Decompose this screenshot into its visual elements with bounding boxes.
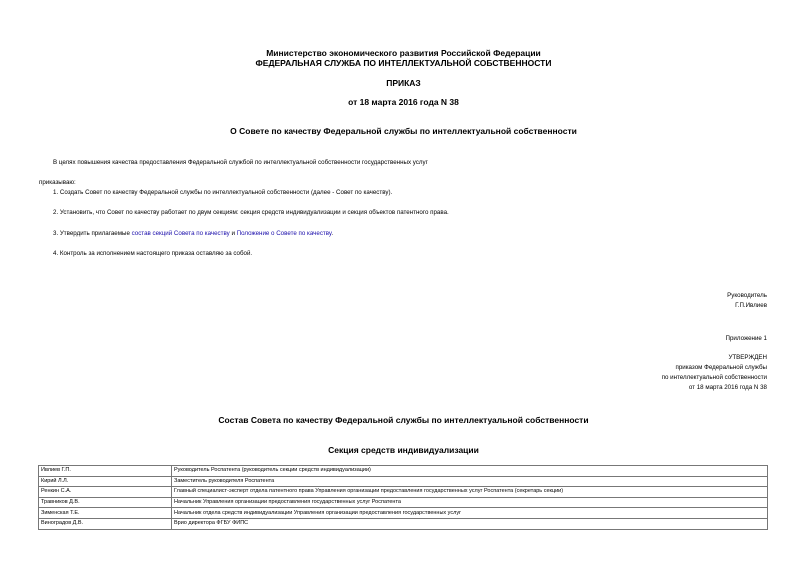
table-row <box>39 497 768 508</box>
section-title: Секция средств индивидуализации <box>328 445 479 455</box>
member-role: Начальник отдела средств индивидуализации Управления организации предоставления государственных услуг <box>172 508 768 519</box>
appendix-label: Приложение 1 <box>725 335 767 342</box>
member-name: Зименская Т.Е. <box>39 508 172 519</box>
order-item-2: 2. Установить, что Совет по качеству работает по двум секциям: секция средств индивидуализации и секция объектов патентного права. <box>53 209 449 216</box>
document-type: ПРИКАЗ <box>386 78 421 88</box>
member-role: Начальник Управления организации предоставления государственных услуг Роспатента <box>172 497 768 508</box>
member-name: Виноградов Д.В. <box>39 518 172 529</box>
order-item-3-prefix: 3. Утвердить прилагаемые <box>53 230 132 237</box>
composition-title: Состав Совета по качеству Федеральной службы по интеллектуальной собственности <box>218 415 589 425</box>
order-item-3 <box>53 230 333 237</box>
table-row <box>39 476 768 487</box>
member-role: Врио директора ФГБУ ФИПС <box>172 518 768 529</box>
order-item-1: 1. Создать Совет по качеству Федеральной службы по интеллектуальной собственности (далее - Совет по качеству). <box>53 189 393 196</box>
member-name: Кирий Л.Л. <box>39 476 172 487</box>
signature-position: Руководитель <box>727 292 767 299</box>
service-name: ФЕДЕРАЛЬНАЯ СЛУЖБА ПО ИНТЕЛЛЕКТУАЛЬНОЙ СОБСТВЕННОСТИ <box>255 58 552 68</box>
approved-line-1: приказом Федеральной службы <box>675 364 767 371</box>
member-role: Главный специалист-эксперт отдела патентного права Управления организации предоставления государственных услуг Роспатента (секретарь секции) <box>172 487 768 498</box>
regulation-link[interactable]: Положение о Совете по качеству <box>236 230 332 237</box>
approved-line-3: от 18 марта 2016 года N 38 <box>688 384 767 391</box>
member-role: Заместитель руководителя Роспатента <box>172 476 768 487</box>
member-name: Ренкин С.А. <box>39 487 172 498</box>
signature-name: Г.П.Ивлиев <box>735 302 767 309</box>
member-name: Травников Д.В. <box>39 497 172 508</box>
members-table <box>38 465 768 530</box>
preamble: В целях повышения качества предоставления Федеральной службой по интеллектуальной собственности государственных услуг <box>53 159 428 166</box>
order-item-3-suffix: . <box>331 230 334 237</box>
order-item-3-middle: и <box>229 230 237 237</box>
approved-label: УТВЕРЖДЕН <box>728 354 767 361</box>
member-name: Ивлиев Г.П. <box>39 466 172 477</box>
document-date: от 18 марта 2016 года N 38 <box>348 97 459 107</box>
member-role: Руководитель Роспатента (руководитель секции средств индивидуализации) <box>172 466 768 477</box>
document-title: О Совете по качеству Федеральной службы по интеллектуальной собственности <box>230 126 577 136</box>
ministry-name: Министерство экономического развития Российской Федерации <box>266 48 541 58</box>
table-row <box>39 518 768 529</box>
table-row <box>39 466 768 477</box>
table-row <box>39 487 768 498</box>
approved-line-2: по интеллектуальной собственности <box>661 374 767 381</box>
order-word: приказываю: <box>39 179 76 186</box>
composition-link[interactable]: состав секций Совета по качеству <box>131 230 230 237</box>
order-item-4: 4. Контроль за исполнением настоящего приказа оставляю за собой. <box>53 250 253 257</box>
table-row <box>39 508 768 519</box>
